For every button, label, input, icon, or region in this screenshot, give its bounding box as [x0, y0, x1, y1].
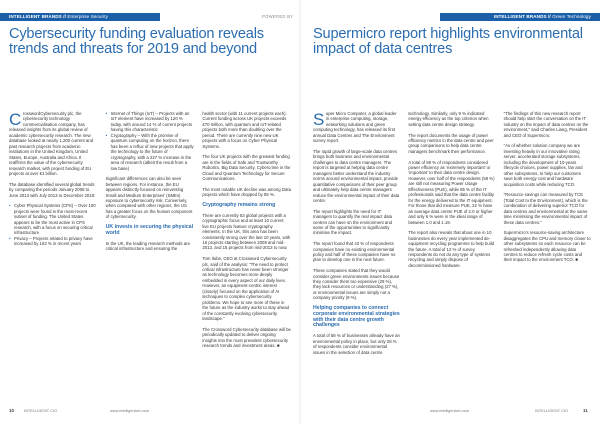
column-2 — [408, 111, 495, 360]
footer-publication: INTELLIGENT CIO — [24, 408, 58, 413]
paragraph: health sector (with 11 current projects each). Current funding across UK projects exceeds £70 million, with quantum and IoT-related projects both more than doubling over the period. There are currently nine new UK projects with a focus on Cyber Physical Systems. — [202, 111, 287, 149]
list-item: • Cryptography – With the promise of quantum computing on the horizon, there has been a reflux of new projects that apply the technology to the future of cryptography, with a 227 % increase in the area of research (albeit the result from a low base) — [105, 132, 194, 171]
bullet-list — [106, 111, 195, 171]
article-body — [313, 111, 591, 360]
paragraph: The rapid growth of large-scale data centres brings both business and environmental challenges to data centre managers. The report is targeted at helping data centre managers better understand the industry norms around environmental impact, provide quantitative comparisons of their peer group and ultimately help data centre managers reduce the environmental impact of their data centre. — [313, 148, 400, 203]
list-item: • Cyber Physical Systems (CPS) – Over 100 projects were found in the most-recent subset of funding. The United States appears to be the most active in CPS research, with a focus on securing critical infrastructure — [9, 203, 96, 236]
powered-by-label: POWERED BY — [262, 14, 294, 19]
page-number: 11 — [583, 408, 588, 413]
paragraph: The four UK projects with the greatest funding are in the fields of Safe and Trustworthy Robotics, Big Data Security, Cybercrime in the Cloud and Quantum Technology for Secure Communications. — [202, 154, 291, 182]
page-number: 10 — [9, 408, 14, 413]
paragraph: “The findings of this new research report should help start the conversation on the IT industry on the impact of data centres on the environment,” said Charles Liang, President and CEO of Supermicro. — [503, 111, 589, 138]
column-1 — [9, 111, 98, 354]
paragraph: The report documents the usage of power efficiency metrics in the data centre and peer group comparisons to help data centre managers benchmark their performance. — [408, 132, 494, 154]
right-page — [300, 0, 600, 424]
paragraph: There are currently 53 global projects with a cryptographic focus and at least 10 current live EU projects feature cryptography elements. In the UK, this area has been consistently strong over the last 10 years, with 16 projects starting between 2008 and mid-2013, and 15 projects from mid-2013 to now. — [202, 212, 291, 251]
page-footer — [0, 405, 300, 417]
article-title: Supermicro report highlights environmental impact of data centres — [313, 26, 583, 57]
paragraph: The report found that 43 % of respondents companies have no existing environmental policy and half of these companies have no plan to develop one in the next future. — [313, 241, 396, 263]
paragraph: The report highlights the need for IT managers to quantify the real impact data centres can have on the environment and some of the opportunities to significantly minimise the impact. — [313, 208, 393, 236]
footer-publication: INTELLIGENT CIO — [535, 408, 569, 413]
list-item: • Internet of Things (IoT) – Projects with an IoT element have increased by 120 % today, with around 14 % of current projects having this characteristic — [105, 111, 193, 133]
section-header-bar — [440, 13, 600, 21]
section-sublabel: Green Technology — [552, 14, 591, 19]
drop-cap: S — [313, 110, 325, 129]
page-footer — [300, 405, 600, 417]
section-label: INTELLIGENT BRANDS // — [9, 14, 66, 19]
paragraph: Super Micro Computer, a global leader in enterprise computing, storage, networking solutions and green computing technology, has released its first annual Data Centres and The Environment survey report. — [313, 110, 397, 144]
column-3 — [504, 111, 591, 360]
article-body — [9, 111, 291, 354]
paragraph: technology. Similarly, only 9 % indicated energy efficiency as the top criterion when setting data centre design strategy. — [408, 111, 489, 127]
paragraph: “Resource savings can measured by TCE (Total Cost to the Environment), which is the combination of delivering superior TCO for data centres and environmental at the same time minimising the environmental impact of these data centres.” — [503, 192, 588, 225]
paragraph: Significant differences can also be seen between regions. For instance, the EU appears distinctly focused on reinventing Small and Medium Enterprises’ (SMEs) exposure to cybersecurity risk. Conversely, when compared with other regions, the US has a greater focus on the human component of cybersecurity. — [105, 176, 193, 220]
column-1 — [313, 111, 400, 360]
footer-url[interactable]: www.intelligentcio.com — [430, 408, 470, 413]
drop-cap: C — [9, 110, 22, 129]
footer-url[interactable]: www.intelligentcio.com — [110, 408, 150, 413]
paragraph: “As of whether solution company we are investing heavily in our innovative rating server, accelerated storage subsystems, including the development of 10-years lifecycle choices, power supplies, fan and other subsystems, to help our customers save both energy cost and hardware acquisition costs while reducing TCO. — [503, 143, 583, 187]
section-header-bar — [0, 13, 160, 21]
bullet-list — [9, 203, 98, 247]
column-2 — [106, 111, 195, 354]
paragraph: The report also reveals that about one in 10 businesses do every year implemented de-equipment recycling programme to help build the future. A total of 12 % of survey respondents do not do any type of systems recycling and simply dispose of decommissioned hardware. — [408, 230, 495, 268]
paragraph: The Crossword Cybersecurity database will be periodically updated to deliver ongoing insights into the most prevalent cybersecurity research trends and investment areas. ■ — [202, 326, 291, 349]
subheading: Helping companies to connect corporate environmental strategies with their data centre growth challenges — [313, 304, 400, 329]
column-3 — [202, 111, 291, 354]
section-label: INTELLIGENT BRANDS // — [493, 14, 551, 19]
paragraph: In the UK, the leading research methods are critical infrastructure and ensuring the — [105, 240, 190, 252]
subheading: UK invests in securing the physical world — [105, 223, 194, 236]
article-title: Cybersecurity funding evaluation reveals trends and threats for 2019 and beyond — [9, 26, 264, 57]
paragraph: The most notable UK decline was among Data projects which have dropped by 85 %. — [202, 186, 291, 198]
paragraph: Supermicro’s resource-saving architecture disaggregates the CPU and memory closer to other subsystems so each resource can be refreshed independently allowing data centres to reduce refresh cycle costs and their impact to the environment TCO. ■ — [503, 230, 591, 263]
paragraph: A total of 59 % of respondents considered power efficiency as ‘extremely important’ or ‘important’ to their data centre design. However, over half of the respondents (58 %) are still not measuring Power Usage Effectiveness (PUE), while 85 % of the IT professionals said that the data centre facility for the energy delivered to the IT equipment. For those that did measure PUE, 22 % have an average data centre PUE of 2.0 or higher and only 6 % were in the ideal range of between 1.0 and 1.19. — [408, 159, 495, 225]
paragraph: The database identified several global trends by comparing the periods January 2008 to June 2013 with July 2013 to December 2018: — [9, 181, 96, 198]
paragraph: Tom Ilube, CEO at Crossword Cybersecurity plc, said of the analysis: “The need to protect critical infrastructure has never been stronger as technology becomes more deeply embedded in every aspect of our daily lives. However, an equipment-centric interest (closely) focused on the application of AI techniques to complex cybersecurity problems. We hope to see more of these in the future as the industry works to stay ahead of the constantly evolving cybersecurity landscape.” — [202, 256, 290, 322]
section-sublabel: Enterprise Security — [67, 14, 109, 19]
paragraph: A total of 58 % of businesses already have an environmental policy in place, but only 28 % of respondents consider environmental issues in the selection of data centre — [313, 333, 400, 355]
paragraph: CrosswordCybersecurity plc, the cybersecurity technology commercialisation company, has released insights from its global review of academic cybersecurity research. The new database looked at nearly 1,200 current and past research projects from academic institutions in the United Kingdom, United States, Europe, Australia and Africa. It reaffirms the value of the cybersecurity research market, with project funding of EU projects at over €1 billion. — [9, 110, 94, 176]
subheading: Cryptography remains strong — [202, 201, 276, 208]
list-item: • Privacy – Projects related to privacy have increased by 163 % in recent years — [9, 235, 93, 247]
paragraph: These companies stated that they would consider green environments issues because they consider them too expensive (29 %), they lack resources or understanding (27 %), or environmental issues are simply not a company priority (9 %). — [313, 268, 400, 301]
